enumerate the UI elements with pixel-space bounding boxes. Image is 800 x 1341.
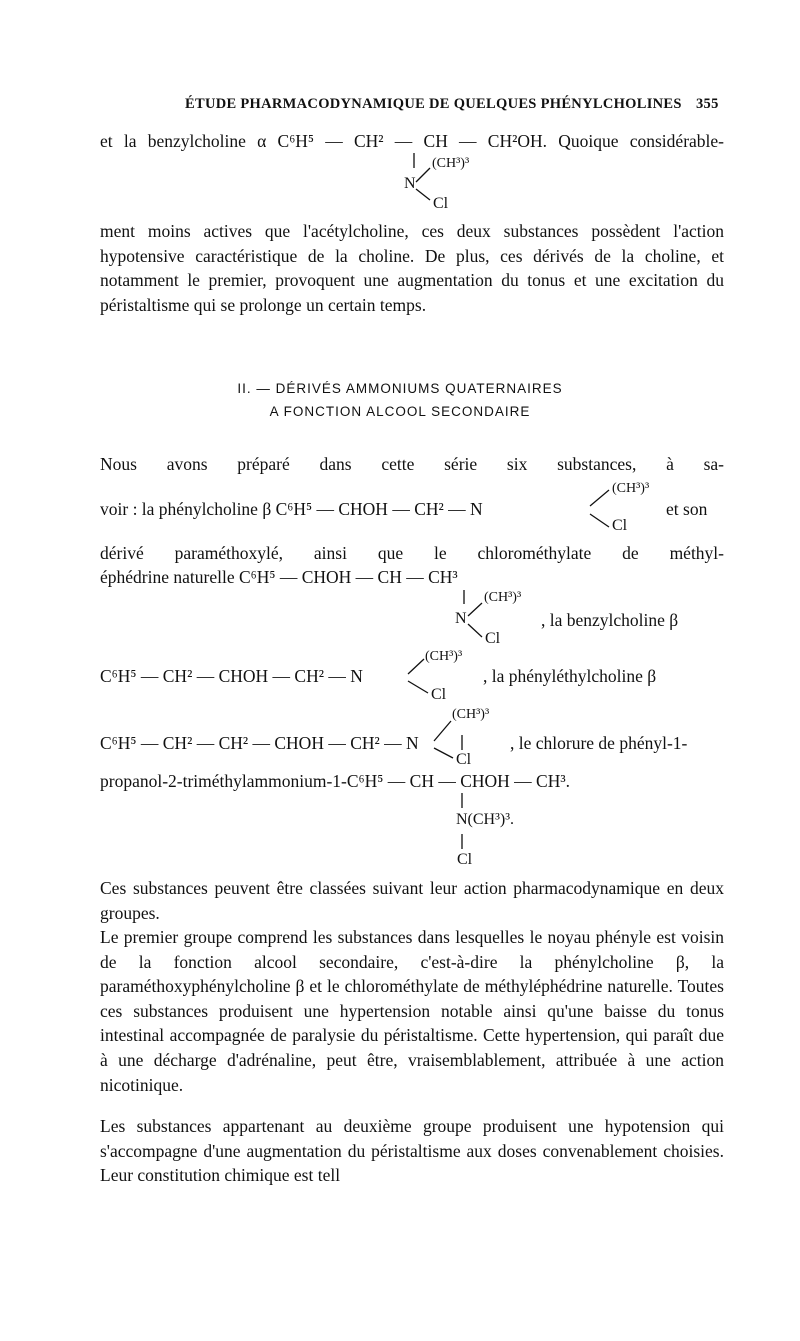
- formula-nitrogen: N: [404, 175, 416, 192]
- section-heading-line1: II. — DÉRIVÉS AMMONIUMS QUATERNAIRES: [237, 381, 563, 396]
- text-et-son: et son: [666, 499, 708, 519]
- formula-nitrogen: N: [455, 610, 467, 627]
- formula-substituent: (CH³)³: [452, 707, 490, 722]
- paragraph-second-group: Les substances appartenant au deuxième groupe produisent une hypotension qui s'accompagne d'une augmentation du péristaltisme aux doses convenablement choisies. Leur constitution chimique est tell: [100, 1116, 724, 1186]
- formula-chloride: Cl: [433, 195, 449, 212]
- text-line-phenylcholine: voir : la phénylcholine β C⁶H⁵ — CHOH — CH² — N: [100, 499, 483, 519]
- text-line-derive: dérivé paraméthoxylé, ainsi que le chlorométhylate de méthyl-: [100, 543, 724, 563]
- paragraph-actions: ment moins actives que l'acétylcholine, ces deux substances possèdent l'action hypotensive caractéristique de la choline. De plus, ces dérivés de la choline, et notamment le premier, provoquent une augmentation du tonus et une excitation du péristaltisme qui se prolonge un certain temps.: [100, 221, 724, 315]
- formula-bonds-5: [0, 0, 1, 1]
- text-line-ephedrine: éphédrine naturelle C⁶H⁵ — CHOH — CH — CH³: [100, 567, 458, 587]
- header-title: ÉTUDE PHARMACODYNAMIQUE DE QUELQUES PHÉNYLCHOLINES: [185, 96, 682, 112]
- formula-benzylcholine: C⁶H⁵ — CH² — CHOH — CH² — N: [100, 666, 363, 686]
- text-benzylcholine-beta: , la benzylcholine β: [541, 610, 679, 630]
- formula-substituent: (CH³)³: [425, 649, 463, 664]
- formula-chloride: Cl: [431, 686, 447, 703]
- text-line-series: Nous avons préparé dans cette série six substances, à sa-: [100, 454, 724, 474]
- formula-chloride: Cl: [612, 517, 628, 534]
- formula-substituent: (CH³)³: [612, 481, 650, 496]
- formula-chloride: Cl: [485, 630, 501, 647]
- text-phenylethylcholine-beta: , la phényléthylcholine β: [483, 666, 657, 686]
- page-number: 355: [696, 96, 719, 112]
- formula-chloride: Cl: [456, 751, 472, 768]
- formula-chloride: Cl: [457, 851, 473, 868]
- text-chlorure-phenyl: , le chlorure de phényl-1-: [510, 733, 688, 753]
- formula-propanol: propanol-2-triméthylammonium-1-C⁶H⁵ — CH — CHOH — CH³.: [100, 771, 570, 791]
- formula-substituent: (CH³)³: [484, 590, 522, 605]
- formula-substituent: (CH³)³: [432, 156, 470, 171]
- paragraph-classification: Ces substances peuvent être classées suivant leur action pharmacodynamique en deux groupes.: [100, 878, 724, 923]
- formula-nitrogen-methyl: N(CH³)³.: [456, 811, 515, 828]
- formula-phenylethylcholine: C⁶H⁵ — CH² — CH² — CHOH — CH² — N: [100, 733, 419, 753]
- section-heading-line2: A FONCTION ALCOOL SECONDAIRE: [269, 404, 531, 419]
- paragraph-first-group: Le premier groupe comprend les substances dans lesquelles le noyau phényle est voisin de la fonction alcool secondaire, c'est-à-dire la phénylcholine β, la paraméthoxyphénylcholine β et le chlorométhylate de méthyléphédrine naturelle. Toutes ces substances produisent une hypertension notable ainsi qu'une baisse du tonus intestinal accompagnée de paralysie du péristaltisme. Cette hypertension, qui paraît due à une décharge d'adrénaline, peut être, vraisemblablement, attribuée à une action nicotinique.: [100, 927, 724, 1095]
- text-line-benzylcholine-alpha: et la benzylcholine α C⁶H⁵ — CH² — CH — CH²OH. Quoique considérable-: [100, 131, 724, 151]
